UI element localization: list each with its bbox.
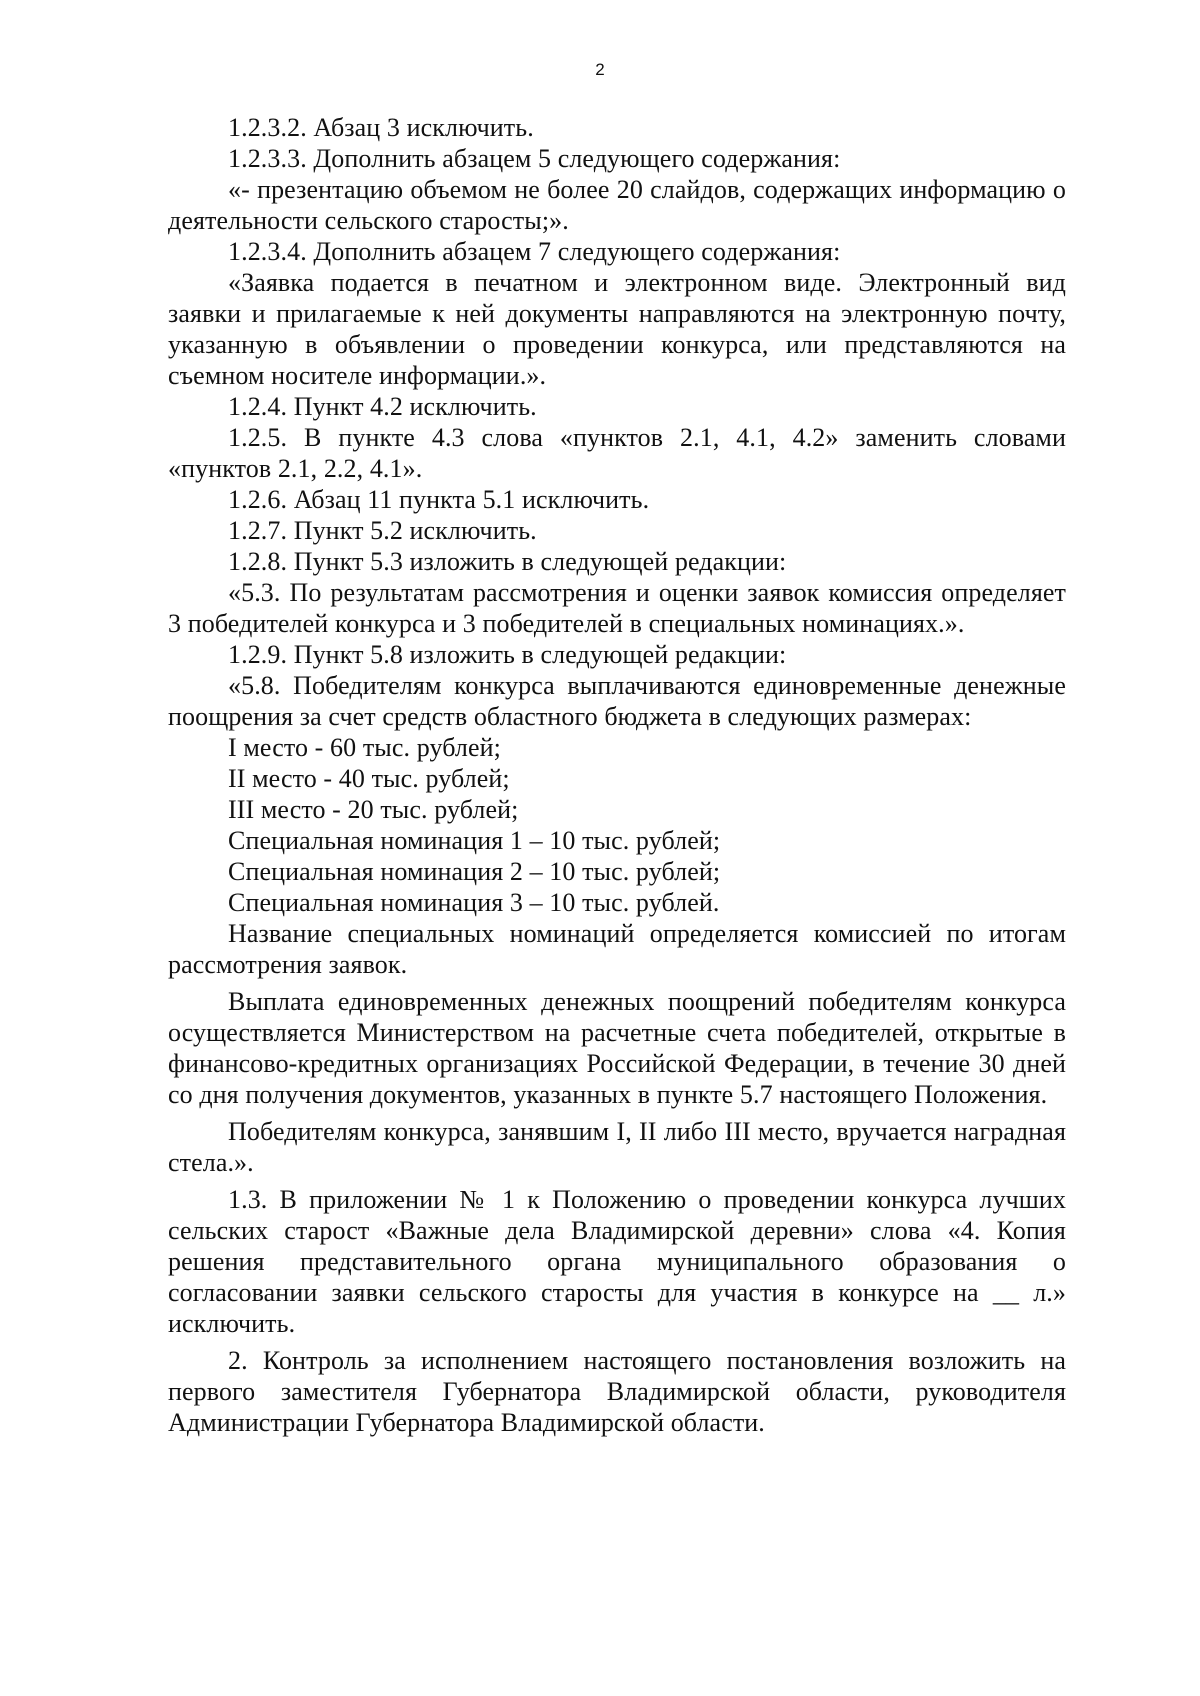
page-number: 2: [595, 60, 605, 79]
paragraph-quote-5-8: «5.8. Победителям конкурса выплачиваются единовременные денежные поощрения за счет средств областного бюджета в следующих размерах:: [168, 671, 1066, 731]
document-body: [168, 112, 1066, 1438]
prize-item: II место - 40 тыс. рублей;: [228, 764, 510, 793]
prize-item: III место - 20 тыс. рублей;: [228, 795, 519, 824]
paragraph-quote-presentation: «- презентацию объемом не более 20 слайдов, содержащих информацию о деятельности сельского старосты;».: [168, 175, 1066, 235]
paragraph-quote-5-3: «5.3. По результатам рассмотрения и оценки заявок комиссия определяет 3 победителей конкурса и 3 победителей в специальных номинациях.».: [168, 578, 1066, 638]
prize-item: I место - 60 тыс. рублей;: [228, 733, 501, 762]
paragraph-nomination-names: Название специальных номинаций определяется комиссией по итогам рассмотрения заявок.: [168, 919, 1066, 979]
paragraph-1-2-4: 1.2.4. Пункт 4.2 исключить.: [228, 392, 537, 421]
paragraph-stela: Победителям конкурса, занявшим I, II либо III место, вручается наградная стела.».: [168, 1117, 1066, 1177]
paragraph-1-2-8: 1.2.8. Пункт 5.3 изложить в следующей редакции:: [228, 547, 787, 576]
prize-item: Специальная номинация 1 – 10 тыс. рублей;: [228, 826, 721, 855]
paragraph-2-control: 2. Контроль за исполнением настоящего постановления возложить на первого заместителя Губернатора Владимирской области, руководителя Администрации Губернатора Владимирской области.: [168, 1346, 1066, 1437]
paragraph-1-2-9: 1.2.9. Пункт 5.8 изложить в следующей редакции:: [228, 640, 787, 669]
paragraph-1-2-7: 1.2.7. Пункт 5.2 исключить.: [228, 516, 537, 545]
paragraph-1-2-3-3: 1.2.3.3. Дополнить абзацем 5 следующего содержания:: [228, 144, 841, 173]
paragraph-payment: Выплата единовременных денежных поощрений победителям конкурса осуществляется Министерством на расчетные счета победителей, открытые в финансово-кредитных организациях Российской Федерации, в течение 30 дней со дня получения документов, указанных в пункте 5.7 настоящего Положения.: [168, 987, 1066, 1109]
paragraph-1-2-3-4: 1.2.3.4. Дополнить абзацем 7 следующего содержания:: [228, 237, 841, 266]
prize-item: Специальная номинация 2 – 10 тыс. рублей;: [228, 857, 721, 886]
paragraph-1-2-6: 1.2.6. Абзац 11 пункта 5.1 исключить.: [228, 485, 650, 514]
paragraph-1-3: 1.3. В приложении № 1 к Положению о проведении конкурса лучших сельских старост «Важные дела Владимирской деревни» слова «4. Копия решения представительного органа муниципального образования о согласовании заявки сельского старосты для участия в конкурсе на __ л.» исключить.: [168, 1185, 1066, 1338]
prize-item: Специальная номинация 3 – 10 тыс. рублей.: [228, 888, 720, 917]
paragraph-1-2-5: 1.2.5. В пункте 4.3 слова «пунктов 2.1, 4.1, 4.2» заменить словами «пунктов 2.1, 2.2, 4.1».: [168, 423, 1066, 483]
paragraph-quote-application: «Заявка подается в печатном и электронном виде. Электронный вид заявки и прилагаемые к ней документы направляются на электронную почту, указанную в объявлении о проведении конкурса, или представляются на съемном носителе информации.».: [168, 268, 1066, 390]
paragraph-1-2-3-2: 1.2.3.2. Абзац 3 исключить.: [228, 113, 534, 142]
